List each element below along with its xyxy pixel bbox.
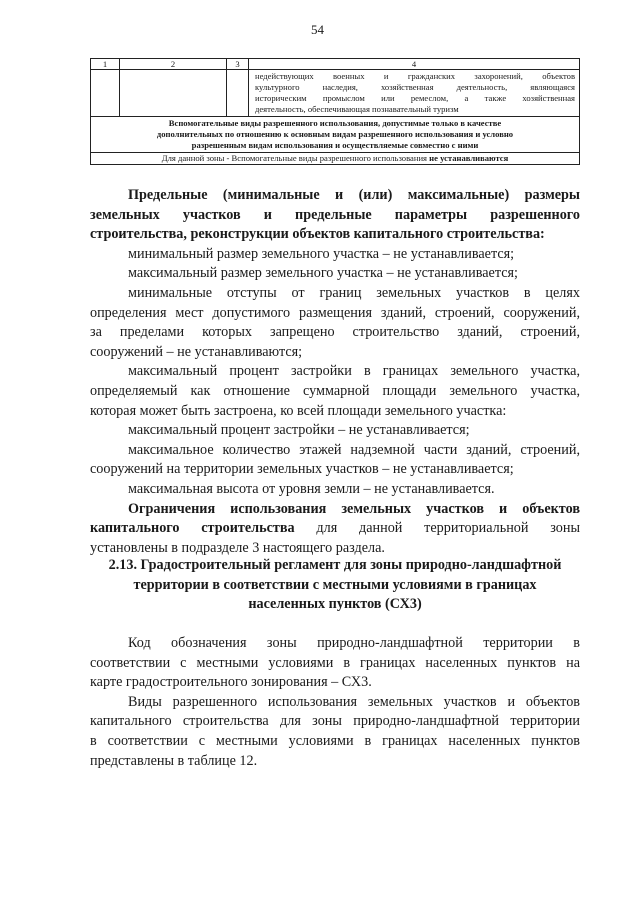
- table-cell: [120, 70, 227, 117]
- limit-line: которая может быть застроена, ко всей площади земельного участка:: [90, 402, 507, 419]
- page-number: 54: [311, 22, 324, 37]
- paragraph-line: капитального строительства для зоны природно-ландшафтной территории: [90, 713, 580, 730]
- aux-uses-note: [91, 153, 580, 165]
- aux-header-line: разрешенным видам использования и осуществляемые совместно с ними: [191, 140, 479, 150]
- limits-heading-line: земельных участков и предельные параметры разрешенного: [90, 206, 580, 223]
- limit-line: максимальное количество этажей надземной части зданий, строений,: [128, 441, 580, 458]
- cell-text-line: историческим промыслом или ремеслом, а также хозяйственная: [255, 93, 575, 103]
- limit-line: определения мест допустимого размещения зданий, строений, сооружений,: [90, 304, 580, 321]
- restrictions-rest: для данной территориальной зоны: [316, 520, 581, 537]
- limit-line: максимальный процент застройки в границах земельного участка,: [128, 363, 580, 380]
- limit-line: максимальная высота от уровня земли – не устанавливается.: [128, 480, 495, 497]
- limit-line: сооружений на территории земельных участков – не устанавливается;: [90, 461, 514, 478]
- col-header-3: 3: [227, 59, 249, 70]
- limit-line: максимальный размер земельного участка – не устанавливается;: [128, 265, 518, 282]
- section-title-line: 2.13. Градостроительный регламент для зоны природно-ландшафтной: [108, 557, 562, 573]
- limit-line: определяемый как отношение суммарной площади земельного участка,: [90, 382, 580, 399]
- note-text: Для данной зоны - Вспомогательные виды разрешенного использования: [161, 153, 430, 163]
- paragraph-line: Код обозначения зоны природно-ландшафтной территории в: [128, 635, 580, 651]
- limit-line: максимальный процент застройки – не устанавливается;: [128, 422, 470, 439]
- restrictions-bold: капитального строительства: [90, 520, 295, 537]
- aux-uses-header-row: [91, 117, 580, 153]
- section-title-line: территории в соответствии с местными условиями в границах: [133, 576, 537, 593]
- note-bold-text: не устанавливаются: [429, 153, 509, 163]
- cell-text-line: культурного наследия, хозяйственная деятельность, являющаяся: [255, 82, 575, 92]
- permitted-uses-table-fragment: [90, 58, 580, 165]
- limit-line: сооружений – не устанавливаются;: [90, 343, 303, 360]
- limits-heading-line: строительства, реконструкции объектов капитального строительства:: [90, 226, 545, 243]
- paragraph-line: представлены в таблице 12.: [90, 752, 258, 769]
- aux-uses-note-row: [91, 153, 580, 165]
- zone-code-paragraph: [90, 634, 580, 771]
- cell-text-line: недействующих военных и гражданских захоронений, объектов: [255, 71, 575, 81]
- restrictions-line: установлены в подразделе 3 настоящего раздела.: [90, 539, 385, 556]
- limits-section: [90, 186, 580, 558]
- paragraph-line: соответствии с местными условиями в границах населенных пунктов на: [90, 654, 580, 671]
- limit-line: минимальные отступы от границ земельных участков в целях: [128, 284, 580, 301]
- paragraph-line: Виды разрешенного использования земельных участков и объектов: [128, 693, 580, 710]
- aux-header-line: дополнительных по отношению к основным видам разрешенного использования и условно: [156, 129, 514, 139]
- section-title-line: населенных пунктов (СХ3): [248, 596, 422, 613]
- limit-line: минимальный размер земельного участка – не устанавливается;: [128, 245, 515, 262]
- section-2-13: [90, 556, 580, 615]
- cell-text-line: деятельность, обеспечивающая познавательный туризм: [255, 104, 459, 114]
- table-cell-description: [249, 70, 580, 117]
- limits-heading-line: Предельные (минимальные и (или) максимальные) размеры: [128, 187, 580, 203]
- paragraph-line: в соответствии с местными условиями в границах населенных пунктов: [90, 732, 580, 749]
- paragraph-line: карте градостроительного зонирования – СХ3.: [90, 674, 372, 691]
- table-cell: [227, 70, 249, 117]
- restrictions-line: [90, 519, 580, 539]
- aux-uses-header: [91, 117, 580, 153]
- aux-header-line: Вспомогательные виды разрешенного использования, допустимые только в качестве: [168, 118, 502, 128]
- col-header-1: 1: [91, 59, 120, 70]
- col-header-4: 4: [249, 59, 580, 70]
- table-cell: [91, 70, 120, 117]
- col-header-2: 2: [120, 59, 227, 70]
- table-row: [91, 70, 580, 117]
- table-header-row: [91, 59, 580, 70]
- limit-line: за пределами которых запрещено строительство зданий, строений,: [90, 324, 580, 341]
- restrictions-line: Ограничения использования земельных участков и объектов: [128, 500, 580, 517]
